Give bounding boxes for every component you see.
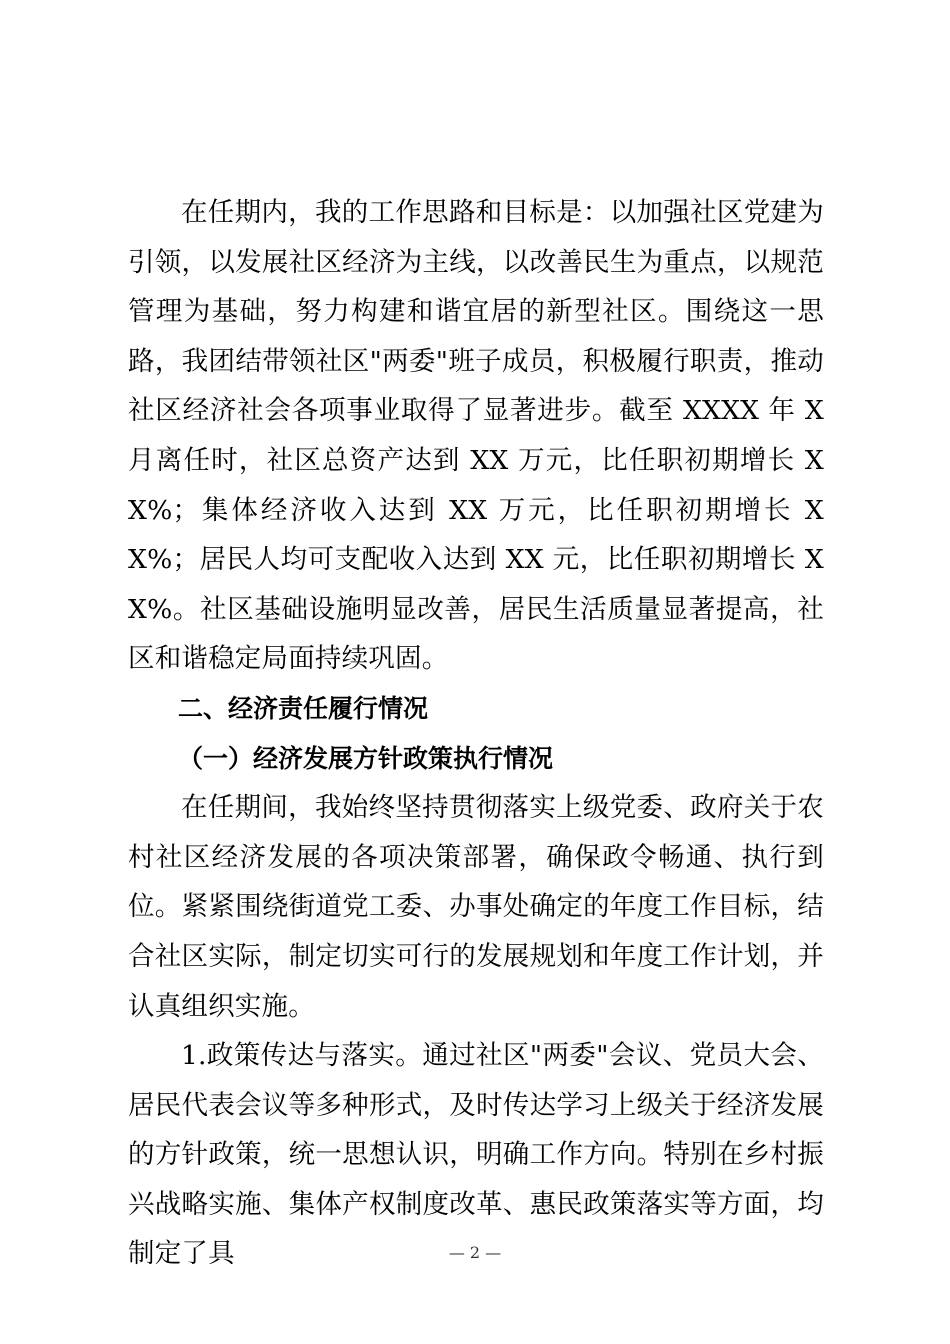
- page-number: — 2 —: [448, 1243, 502, 1262]
- document-body: [128, 188, 824, 1279]
- paragraph-policy-communication: 1.政策传达与落实。通过社区"两委"会议、党员大会、居民代表会议等多种形式，及时传达学习上级关于经济发展的方针政策，统一思想认识，明确工作方向。特别在乡村振兴战略实施、集体产权制度改革、惠民政策落实等方面，均制定了具: [128, 1040, 824, 1270]
- section-heading: 二、经济责任履行情况: [178, 693, 429, 723]
- paragraph-work-goals: 在任期内，我的工作思路和目标是：以加强社区党建为引领，以发展社区经济为主线，以改善民生为重点，以规范管理为基础，努力构建和谐宜居的新型社区。围绕这一思路，我团结带领社区"两委"班子成员，积极履行职责，推动社区经济社会各项事业取得了显著进步。截至 XXXX 年 X 月离任时，社区总资产达到 XX 万元，比任职初期增长 XX%；集体经济收入达到 XX 万元，比任职初期增长 XX%；居民人均可支配收入达到 XX 元，比任职初期增长 XX%。社区基础设施明显改善，居民生活质量显著提高，社区和谐稳定局面持续巩固。: [128, 197, 824, 675]
- subsection-heading: （一）经济发展方针政策执行情况: [178, 743, 554, 773]
- paragraph-policy-execution: 在任期间，我始终坚持贯彻落实上级党委、政府关于农村社区经济发展的各项决策部署，确保政令畅通、执行到位。紧紧围绕街道党工委、办事处确定的年度工作目标，结合社区实际，制定切实可行的发展规划和年度工作计划，并认真组织实施。: [128, 792, 824, 1022]
